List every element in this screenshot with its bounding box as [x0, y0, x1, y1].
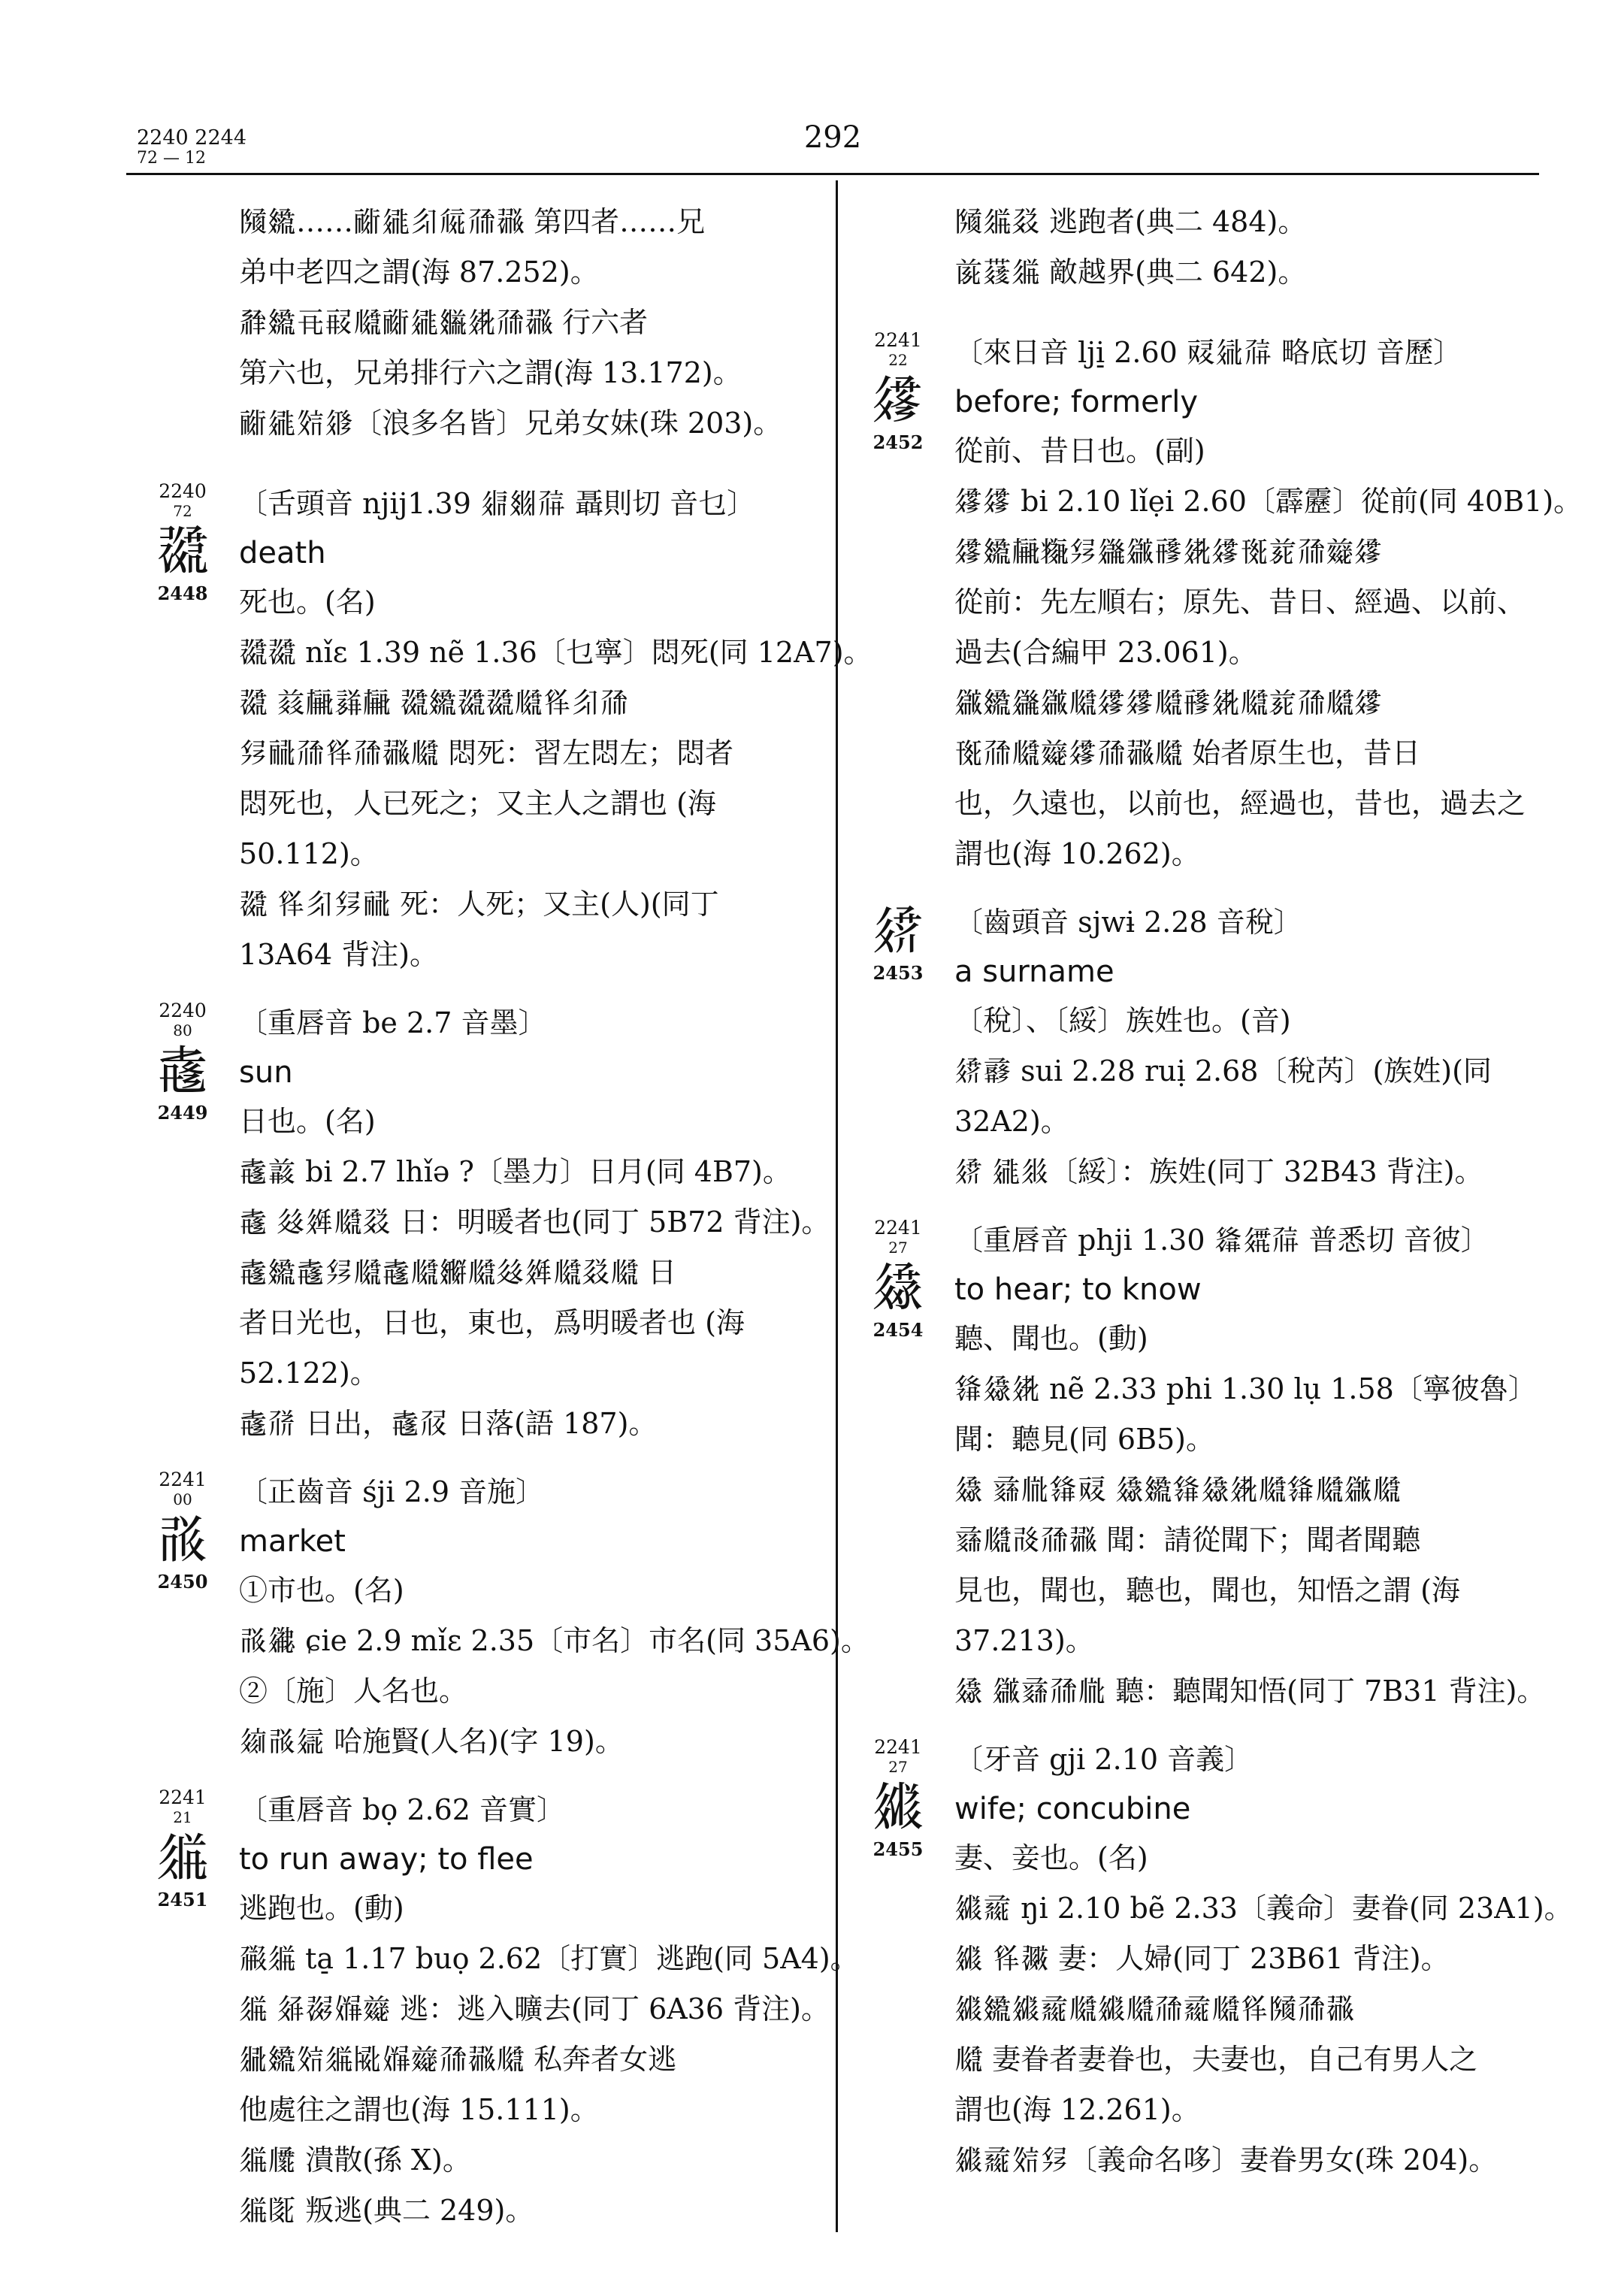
dictionary-entry — [872, 1215, 1546, 1717]
continuation-line: 弟中老四之謂(海 87.252)。 — [239, 256, 599, 289]
entry-line: 逃跑也。(動) — [239, 1892, 404, 1925]
entry-code: 2240 — [159, 1000, 207, 1021]
entry-line: 〔舌頭音 njij1.39 𗤋𗾞𗗚 聶則切 音乜〕 — [239, 487, 756, 520]
entry-number: 2448 — [157, 582, 208, 604]
continuation-line: 𗴂𗿷𗸕𗷹𗆮𗠁𗧓𗿳𗣈𗗙𗖻 行六者 — [239, 306, 649, 339]
entry-code: 2241 — [159, 1786, 207, 1808]
entry-marker — [857, 329, 939, 454]
entry-marker — [857, 1217, 939, 1342]
entry-number: 2454 — [872, 1319, 924, 1341]
entry-line: 〔來日音 lji̠ 2.60 𗠝𗣼𗗚 略底切 音歷〕 — [954, 336, 1462, 369]
entry-marker — [141, 1469, 224, 1593]
entry-line: 𗗏𗗗 日出，𗗏𗗘 日落(語 187)。 — [239, 1407, 658, 1440]
entry-marker — [857, 899, 939, 985]
entry-english-gloss: wife; concubine — [954, 1792, 1191, 1826]
entry-line: 也，久遠也，以前也，經過也，昔也，過去之 — [954, 787, 1526, 820]
header-range: 2240 2244 — [137, 126, 247, 150]
entry-line: 𗈃𗆮𗰗𗗙𗖻 聞：請從聞下；聞者聞聽 — [954, 1523, 1421, 1556]
entry-line: 日也。(名) — [239, 1105, 376, 1138]
entry-line: 〔正齒音 śji 2.9 音施〕 — [239, 1475, 545, 1508]
dictionary-entry — [872, 328, 1583, 879]
entry-subcode: 27 — [888, 1758, 908, 1776]
column-divider — [836, 180, 838, 2232]
entry-line: 𗗟𗼘 ta̠ 1.17 buọ 2.62〔打實〕逃跑(同 5A4)。 — [239, 1942, 859, 1975]
entry-glyph: 𗧘 — [872, 369, 924, 431]
entry-line: 𗗏𗓁 bi 2.7 lhǐə ?〔墨力〕日月(同 4B7)。 — [239, 1155, 791, 1188]
entry-line: 𗦻𗰛𗦇 哈施賢(人名)(字 19)。 — [239, 1725, 624, 1758]
entry-line: 妻、妾也。(名) — [954, 1841, 1148, 1874]
entry-subcode: 21 — [173, 1808, 192, 1826]
entry-subcode: 22 — [888, 351, 908, 369]
continuation-line: 𗂧𗿷……𗠁𗧓𗼃𗏁𗗙𗖻 第四者……兄 — [239, 205, 706, 238]
header-subrange: 72 — 12 — [137, 149, 206, 168]
page-header — [126, 120, 1539, 168]
entry-number: 2452 — [872, 431, 924, 453]
continuation-line: 𗂧𗼘𗳦 逃跑者(典二 484)。 — [954, 205, 1307, 238]
entry-line: 〔齒頭音 sjwɨ 2.28 音稅〕 — [954, 906, 1302, 939]
entry-line: 𗼘 𗣳𗖠𗏵𗔦 逃：逃入曠去(同丁 6A36 背注)。 — [239, 1992, 830, 2025]
continuation-line: 𗐯𗝡𗼘 敵越界(典二 642)。 — [954, 256, 1307, 289]
entry-line: 〔重唇音 bọ 2.62 音實〕 — [239, 1793, 566, 1826]
entry-english-gloss: death — [239, 536, 326, 570]
dictionary-entry — [872, 897, 1541, 1197]
right-column — [872, 197, 1583, 2204]
entry-english-gloss: before; formerly — [954, 385, 1199, 419]
entry-line: 過去(合編甲 23.061)。 — [954, 636, 1257, 669]
entry-english-gloss: a surname — [954, 954, 1114, 989]
entry-line: 𗧘𗿷𗍳𗯝𗉻𗫈𗫡𗟭𗣈𗧘𗍊𗐱𗗙𗔦𗧘 — [954, 535, 1384, 568]
entry-marker — [141, 1000, 224, 1124]
entry-line: 𗼘𗆿 潰散(孫 X)。 — [239, 2143, 471, 2177]
entry-code: 2241 — [159, 1469, 207, 1490]
entry-subcode: 80 — [173, 1021, 192, 1039]
entry-line: 13A64 背注)。 — [239, 938, 439, 971]
entry-line: 𗧛𗈇 ŋi 2.10 bẽ 2.33〔義命〕妻眷(同 23A1)。 — [954, 1892, 1573, 1925]
entry-english-gloss: sun — [239, 1055, 293, 1090]
dictionary-entry — [872, 1735, 1573, 2186]
entry-english-gloss: market — [239, 1524, 346, 1559]
continuation-line: 𗠁𗧓𗼻𗤁〔浪多名皆〕兄弟女妹(珠 203)。 — [239, 407, 782, 440]
header-rule — [126, 173, 1539, 175]
entry-number: 2455 — [872, 1838, 924, 1860]
entry-line: 𗰛𗫌 ɕie 2.9 mǐɛ 2.35〔市名〕市名(同 35A6)。 — [239, 1624, 869, 1657]
entry-marker — [141, 1786, 224, 1911]
entry-line: 𗧚 𗈃𗄻𗌭𗠝 𗧚𗿷𗌭𗧚𗣈𗆮𗌭𗆮𗫡𗆮 — [954, 1473, 1402, 1506]
entry-english-gloss: to run away; to flee — [239, 1842, 534, 1877]
entry-code: 2241 — [874, 1217, 922, 1239]
entry-line: 𗉻𗟻𗗙𗃛𗗙𗖻𗆮 悶死：習左悶左；悶者 — [239, 737, 734, 770]
entry-line: 𗆮 妻眷者妻眷也，夫妻也，自己有男人之 — [954, 2043, 1478, 2076]
entry-line: 32A2)。 — [954, 1105, 1069, 1138]
entry-line: ①市也。(名) — [239, 1574, 404, 1607]
entry-number: 2451 — [157, 1889, 208, 1910]
dictionary-entry — [156, 998, 830, 1449]
entry-line: 𗧛𗈇𗼻𗉻〔義命名哆〕妻眷男女(珠 204)。 — [954, 2143, 1498, 2177]
entry-marker — [141, 480, 224, 605]
continuation-block — [239, 197, 810, 449]
entry-glyph: 𗧛 — [872, 1776, 924, 1838]
entry-line: 𗍊𗗙𗆮𗔦𗧘𗗙𗖻𗆮 始者原生也，昔日 — [954, 737, 1421, 770]
entry-line: 𗧛𗿷𗧛𗈇𗆮𗧛𗆮𗗙𗈇𗆮𗃛𗂧𗗙𗖻 — [954, 1992, 1355, 2025]
entry-subcode: 00 — [173, 1490, 192, 1508]
entry-glyph: 𗼘 — [156, 1826, 209, 1888]
entry-line: 𗗆 𗃛𗼃𗉻𗟻 死：人死；又主(人)(同丁 — [239, 888, 719, 921]
entry-line: 𗼙𗿷𗼻𗼘𗎫𗏵𗔦𗗙𗖻𗆮 私奔者女逃 — [239, 2043, 677, 2076]
entry-line: 悶死也，人已死之；又主人之謂也 (海 — [239, 787, 716, 820]
entry-line: 𗼘𗁷 叛逃(典二 249)。 — [239, 2194, 534, 2227]
dictionary-entry — [156, 479, 872, 980]
entry-marker — [857, 1736, 939, 1861]
entry-line: 從前：先左順右；原先、昔日、經過、以前、 — [954, 585, 1526, 619]
entry-line: ②〔施〕人名也。 — [239, 1674, 468, 1708]
entry-line: 𗧙𗈊 sui 2.28 ruị 2.68〔稅芮〕(族姓)(同 — [954, 1054, 1492, 1088]
entry-glyph: 𗗏 — [156, 1039, 209, 1101]
entry-line: 37.213)。 — [954, 1624, 1094, 1657]
entry-glyph: 𗧚 — [872, 1257, 924, 1318]
entry-glyph: 𗧙 — [872, 900, 924, 961]
entry-line: 聽、聞也。(動) — [954, 1322, 1148, 1355]
entry-subcode: 72 — [173, 502, 192, 520]
continuation-line: 第六也，兄弟排行六之謂(海 13.172)。 — [239, 356, 742, 389]
page-number: 292 — [803, 120, 862, 155]
entry-line: 〔重唇音 phji 1.30 𗌮𗦉𗗚 普悉切 音彼〕 — [954, 1224, 1489, 1257]
entry-line: 〔重唇音 be 2.7 音墨〕 — [239, 1006, 547, 1039]
entry-line: 〔牙音 gji 2.10 音義〕 — [954, 1743, 1254, 1776]
entry-line: 者日光也，日也，東也，爲明暖者也 (海 — [239, 1306, 745, 1339]
entry-number: 2449 — [157, 1102, 208, 1124]
entry-line: 〔稅〕、〔綏〕族姓也。(音) — [954, 1004, 1291, 1037]
dictionary-entry — [156, 1467, 869, 1767]
entry-glyph: 𗗆 — [156, 520, 209, 582]
entry-line: 𗗏𗿷𗗏𗉻𗆮𗗏𗆮𗿸𗆮𗫴𗤶𗆮𗳦𗆮 日 — [239, 1256, 677, 1289]
entry-line: 𗗏 𗫴𗤶𗆮𗳦 日：明暖者也(同丁 5B72 背注)。 — [239, 1206, 830, 1239]
entry-number: 2453 — [872, 962, 924, 984]
entry-line: 𗗆𗗆 nǐɛ 1.39 nẽ 1.36〔乜寧〕悶死(同 12A7)。 — [239, 636, 872, 669]
entry-line: 謂也(海 10.262)。 — [954, 837, 1200, 870]
entry-line: 𗫡𗿷𗫈𗫡𗆮𗧘𗧘𗆮𗟭𗣈𗆮𗐱𗗙𗆮𗧘 — [954, 686, 1384, 719]
entry-code: 2241 — [874, 1736, 922, 1758]
entry-line: 聞：聽見(同 6B5)。 — [954, 1423, 1215, 1456]
entry-line: 52.122)。 — [239, 1357, 379, 1390]
entry-line: 𗗆 𗑠𗍳𗙼𗍳 𗗆𗿷𗗆𗗆𗆮𗃛𗼃𗗙 — [239, 686, 629, 719]
entry-line: 𗧛 𗃛𗗂 妻：人婦(同丁 23B61 背注)。 — [954, 1942, 1450, 1975]
entry-line: 50.112)。 — [239, 837, 379, 870]
dictionary-entry — [156, 1785, 859, 2236]
entry-code: 2240 — [159, 480, 207, 502]
entry-line: 他處往之謂也(海 15.111)。 — [239, 2093, 599, 2126]
continuation-block — [954, 197, 1541, 298]
entry-number: 2450 — [157, 1571, 208, 1593]
entry-english-gloss: to hear; to know — [954, 1272, 1202, 1307]
entry-code: 2241 — [874, 329, 922, 351]
entry-line: 見也，聞也，聽也，聞也，知悟之謂 (海 — [954, 1574, 1460, 1607]
entry-line: 𗧘𗧘 bi 2.10 lǐẹi 2.60〔霹靂〕從前(同 40B1)。 — [954, 485, 1583, 518]
entry-line: 謂也(海 12.261)。 — [954, 2093, 1200, 2126]
entry-glyph: 𗰛 — [156, 1508, 209, 1570]
entry-line: 𗧙 𗧓𗼈〔綏〕：族姓(同丁 32B43 背注)。 — [954, 1155, 1483, 1188]
left-column — [156, 197, 872, 2254]
entry-line: 𗌭𗧚𗣈 nẽ 2.33 phi 1.30 lụ 1.58〔寧彼魯〕 — [954, 1372, 1537, 1405]
entry-line: 死也。(名) — [239, 585, 376, 619]
entry-line: 從前、昔日也。(副) — [954, 434, 1205, 467]
entry-subcode: 27 — [888, 1239, 908, 1257]
entry-line: 𗧚 𗫡𗈃𗗙𗄻 聽：聽聞知悟(同丁 7B31 背注)。 — [954, 1674, 1546, 1708]
